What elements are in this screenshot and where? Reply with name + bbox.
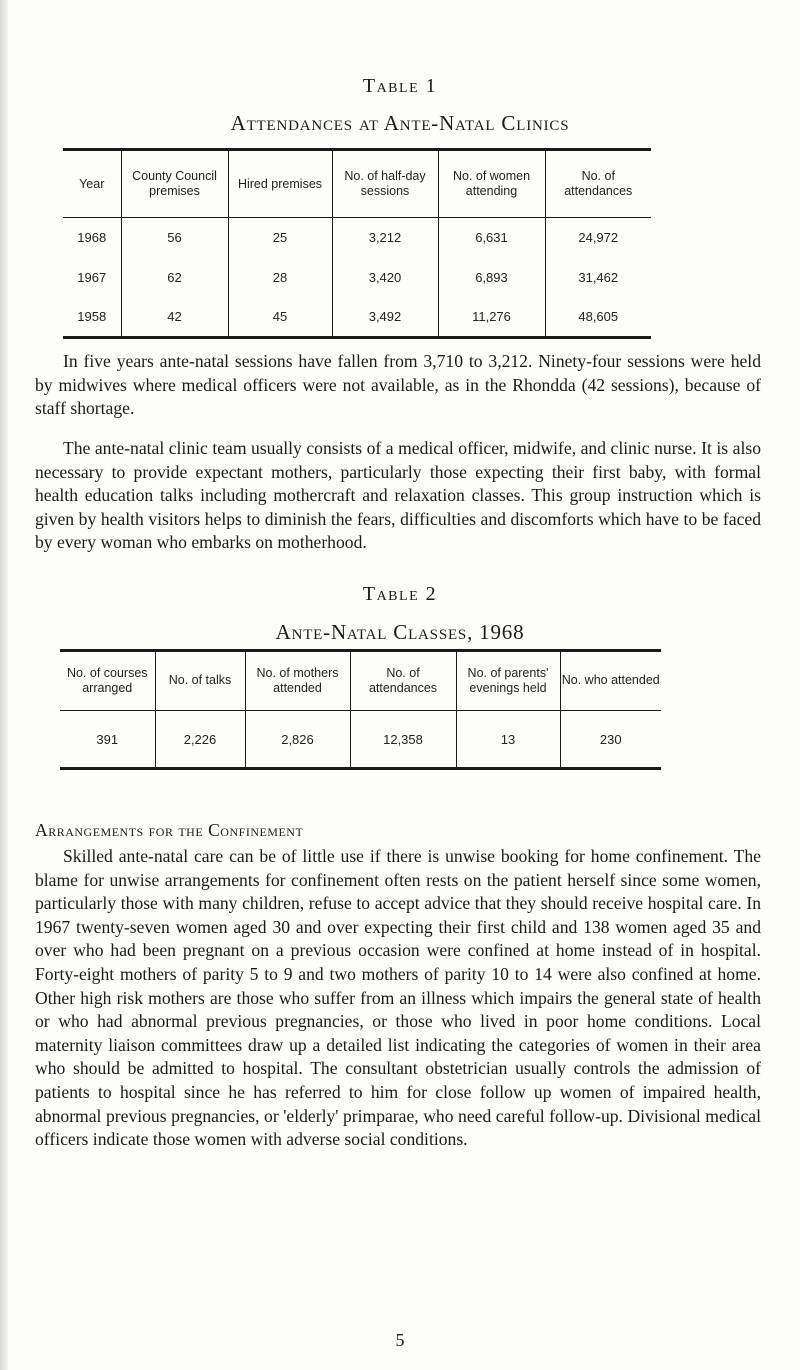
paragraph-confinement [35, 845, 761, 1152]
classes-table [60, 649, 661, 770]
section-heading: Arrangements for the Confinement [35, 820, 304, 840]
table-cell: 45 [228, 298, 332, 338]
column-header: No. of mothers attended [245, 651, 350, 711]
paragraph-clinic-team [35, 437, 761, 555]
table1-subtitle: Attendances at Ante-Natal Clinics [230, 111, 570, 135]
page-number: 5 [395, 1330, 405, 1350]
table2-title: Table 2 [362, 583, 438, 605]
column-header: No. of women attending [438, 150, 545, 218]
table-row [63, 218, 651, 258]
column-header: No. of half-day sessions [332, 150, 438, 218]
table-cell: 25 [228, 218, 332, 258]
table-cell: 28 [228, 258, 332, 298]
column-header: No. who attended [560, 651, 661, 711]
table-cell: 62 [121, 258, 228, 298]
table-row [63, 258, 651, 298]
paragraph-sessions [35, 350, 761, 421]
table2-subtitle: Ante-Natal Classes, 1968 [275, 620, 525, 644]
attendances-table [63, 148, 651, 339]
table-cell: 1968 [77, 230, 107, 246]
column-header: No. of attendances [350, 651, 456, 711]
table-cell: 2,826 [245, 711, 350, 769]
table-cell: 2,226 [155, 711, 245, 769]
table-cell: 13 [456, 711, 560, 769]
table-cell: 6,631 [438, 218, 545, 258]
table-row [60, 711, 661, 769]
table-cell: 56 [121, 218, 228, 258]
paragraph-text: The ante-natal clinic team usually consists of a medical officer, midwife, and clinic nurse. It is also necessary to provide expectant mothers, particularly those expecting their first baby, with formal health education talks including mothercraft and relaxation classes. This group instruction which is given by health visitors helps to diminish the fears, difficulties and discomforts which have to be faced by every woman who embarks on motherhood. [35, 438, 761, 553]
table-cell: 12,358 [350, 711, 456, 769]
table-cell: 1967 [77, 270, 107, 285]
column-header: No. of attendances [545, 150, 651, 218]
table-row [63, 298, 651, 338]
column-header: Hired premises [228, 150, 332, 218]
table-cell: 1958 [77, 309, 107, 325]
column-header: No. of courses arranged [66, 665, 148, 695]
column-header: County Council premises [121, 150, 228, 218]
column-header: Year [79, 176, 105, 191]
table-cell: 24,972 [545, 218, 651, 258]
page-edge-shadow [0, 0, 8, 1370]
table-cell: 3,420 [332, 258, 438, 298]
column-header: No. of talks [155, 651, 245, 711]
table-cell: 3,212 [332, 218, 438, 258]
table-cell: 42 [121, 298, 228, 338]
table-cell: 6,893 [438, 258, 545, 298]
table-cell: 48,605 [545, 298, 651, 338]
table-header-row [60, 651, 661, 711]
table-cell: 31,462 [545, 258, 651, 298]
column-header: No. of parents' evenings held [456, 651, 560, 711]
paragraph-text: Skilled ante-natal care can be of little use if there is unwise booking for home confinement. The blame for unwise arrangements for confinement often rests on the patient herself since some women, particularly those with many children, refuse to accept advice that they should receive hospital care. In 1967 twenty-seven women aged 30 and over expecting their first child and 138 women aged 35 and over who had been pregnant on a previous occasion were confined at home instead of in hospital. Forty-eight mothers of parity 5 to 9 and two mothers of parity 10 to 14 were also confined at home. Other high risk mothers are those who suffer from an illness which impairs the general state of health or who had abnormal previous pregnancies, or those who lived in poor home conditions. Local maternity liaison committees draw up a detailed list indicating the categories of women in their area who should be admitted to hospital. The consultant obstetrician usually controls the admission of patients to hospital since he has referred to him for close follow up women of impaired health, abnormal previous pregnancies, or 'elderly' primparae, who need careful follow-up. Divisional medical officers indicate those women with adverse social conditions. [35, 846, 761, 1150]
table-cell: 391 [96, 731, 119, 747]
table1-title: Table 1 [362, 75, 438, 97]
table-header-row [63, 150, 651, 218]
table-cell: 230 [560, 711, 661, 769]
paragraph-text: In five years ante-natal sessions have fallen from 3,710 to 3,212. Ninety-four sessions were held by midwives where medical officers were not available, as in the Rhondda (42 sessions), because of staff shortage. [35, 351, 761, 419]
table-cell: 3,492 [332, 298, 438, 338]
table-cell: 11,276 [438, 298, 545, 338]
